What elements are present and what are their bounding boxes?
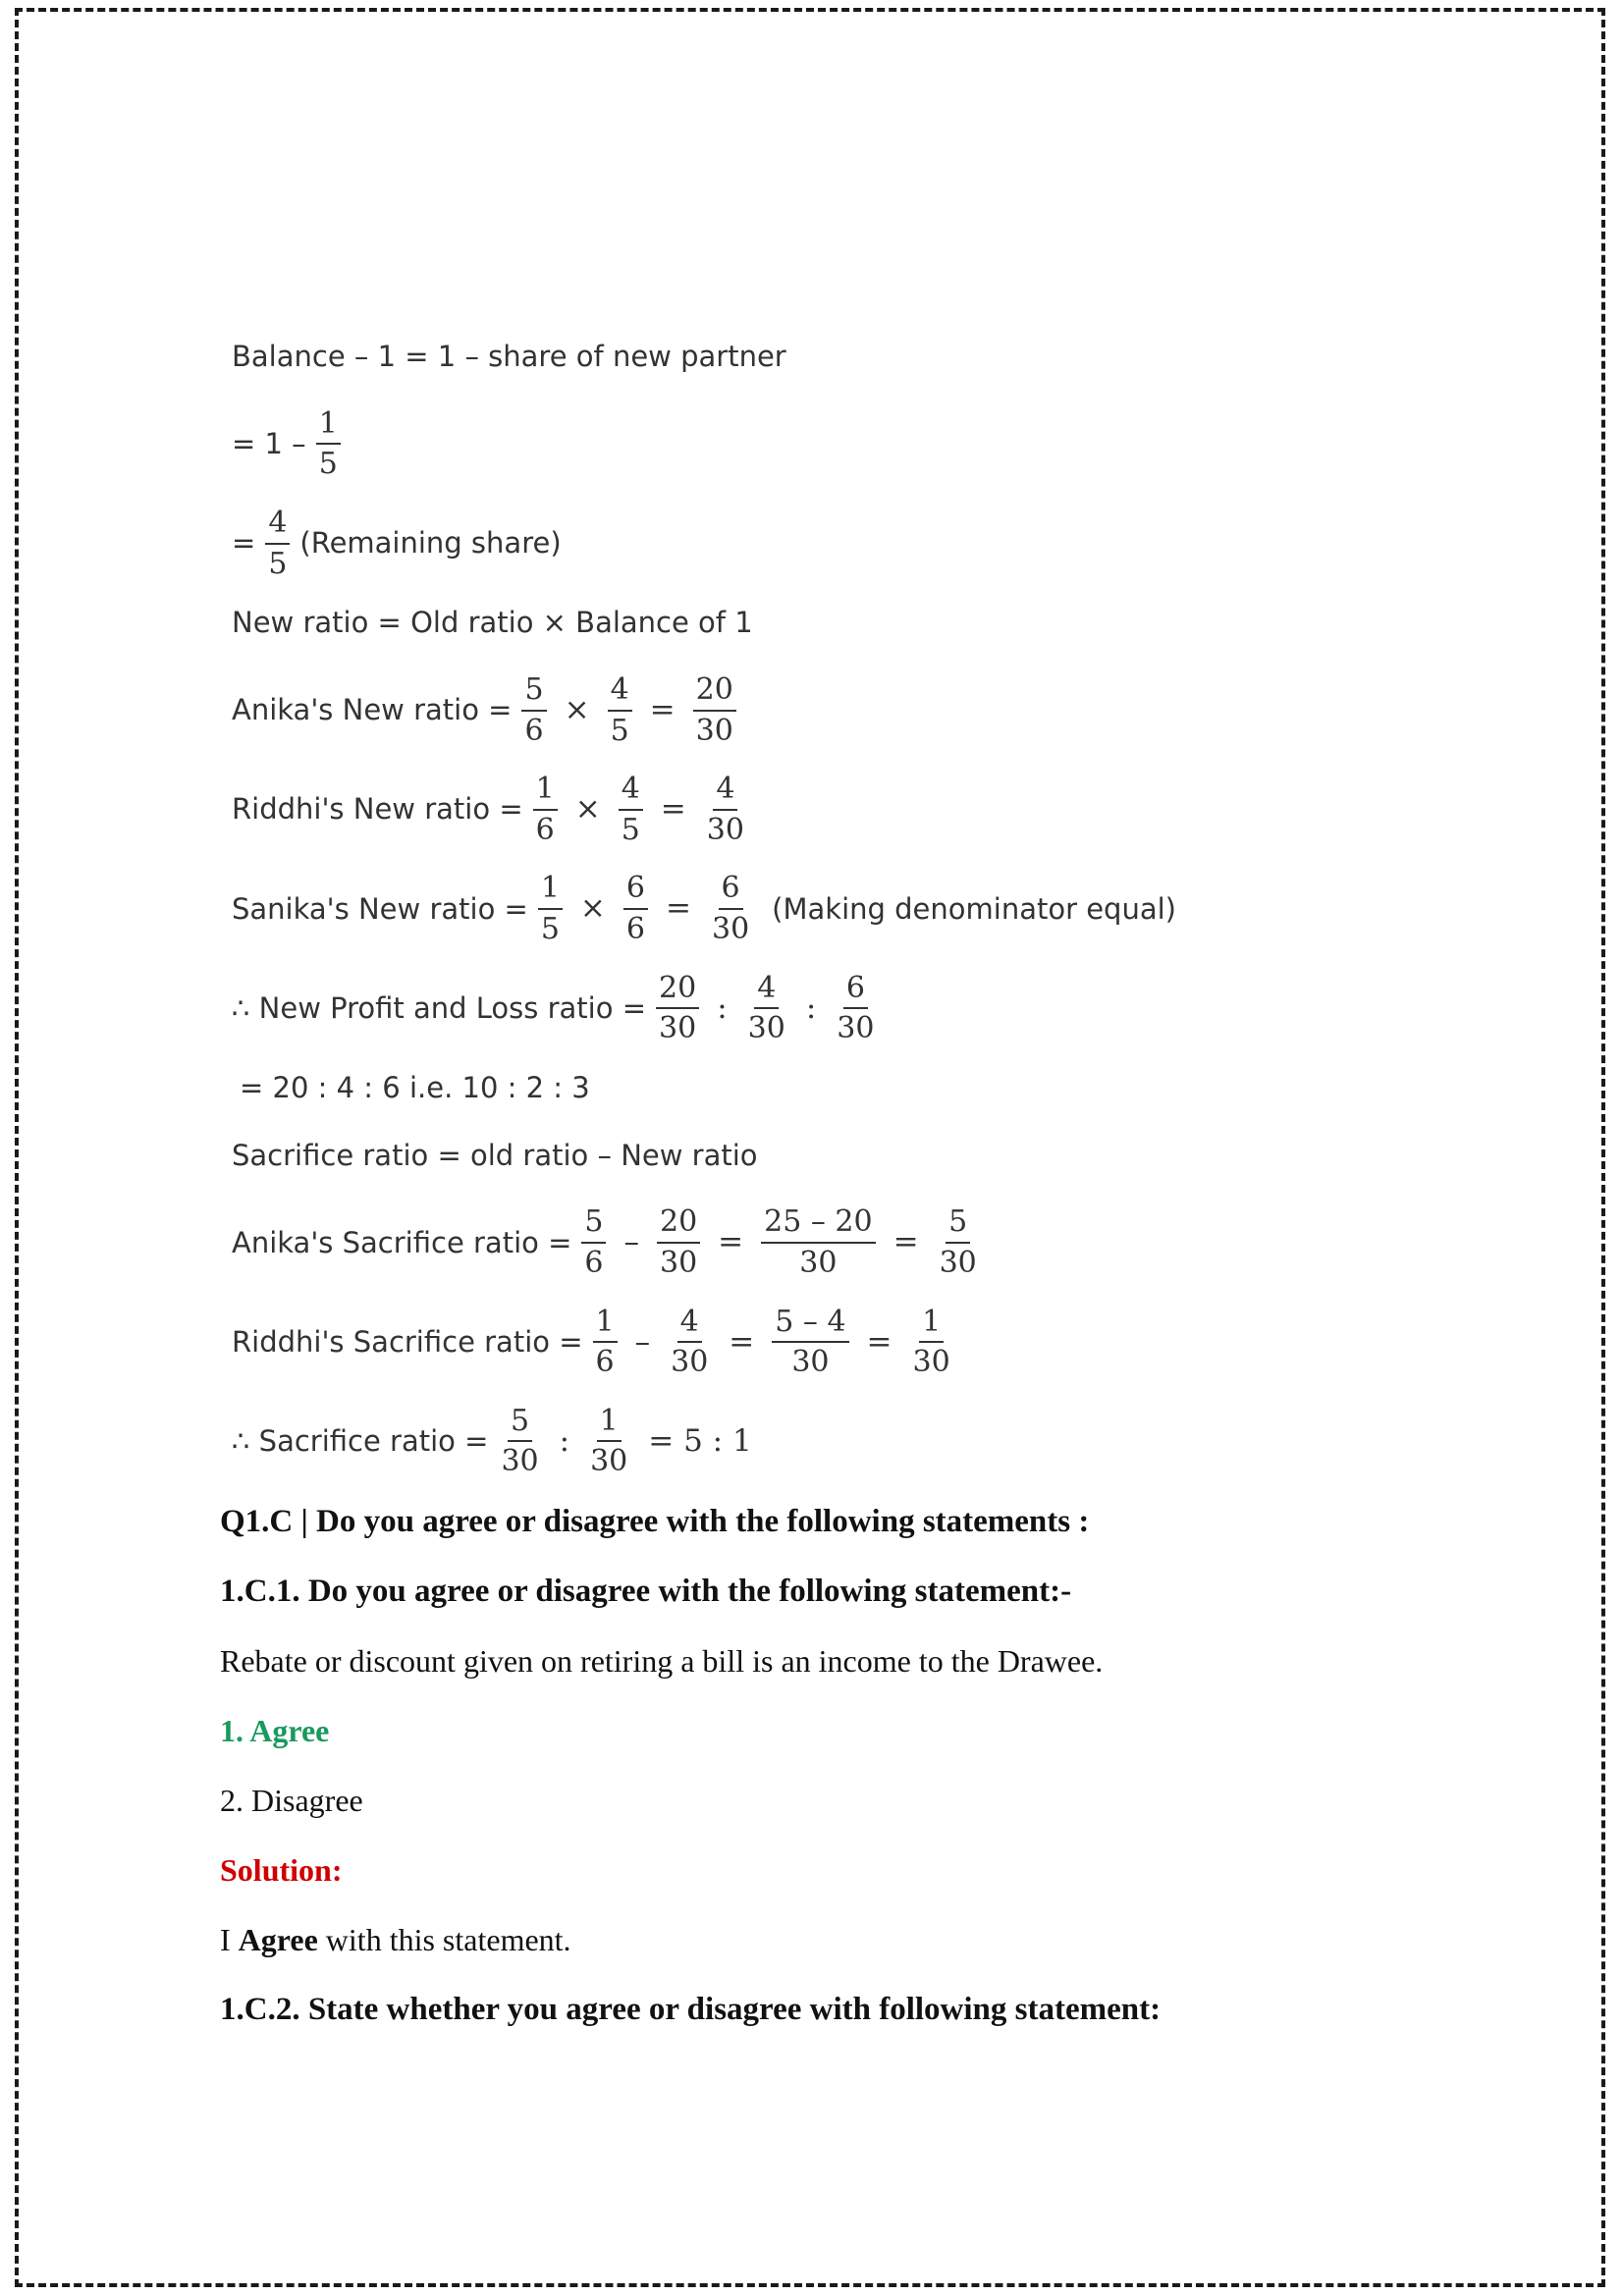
minus-sign: – [634, 1323, 651, 1360]
fraction [745, 972, 788, 1045]
numerator: 5 – 4 [772, 1306, 848, 1344]
fraction-result [693, 673, 736, 747]
option-agree: 1. Agree [220, 1712, 330, 1748]
fraction-new-partner-share [316, 407, 341, 481]
profit-loss-simplified: = 20 : 4 : 6 i.e. 10 : 2 : 3 [240, 1070, 590, 1104]
fraction-result [937, 1205, 980, 1279]
anika-new-ratio-line [232, 673, 1469, 747]
numerator: 4 [608, 673, 632, 712]
equals-sign: = [666, 890, 691, 927]
sacrifice-definition: Sacrifice ratio = old ratio – New ratio [232, 1138, 758, 1172]
anika-sacrifice-label: Anika's Sacrifice ratio = [232, 1225, 572, 1259]
denominator: 30 [912, 1345, 950, 1380]
balance-text: Balance – 1 = 1 – share of new partner [232, 340, 786, 373]
denominator: 30 [695, 713, 733, 748]
remaining-share-prefix: = [232, 526, 256, 561]
denominator: 30 [799, 1245, 838, 1280]
numerator: 1 [597, 1405, 622, 1443]
sacrifice-ratio-label: ∴ Sacrifice ratio = [232, 1423, 489, 1458]
fraction [656, 972, 699, 1045]
numerator: 4 [713, 773, 737, 811]
equals-sign: = [893, 1224, 919, 1260]
denominator: 30 [671, 1345, 709, 1380]
numerator: 4 [265, 507, 290, 545]
fraction-remaining-share [265, 507, 290, 580]
colon-sign: : [805, 989, 817, 1026]
sanika-new-ratio-label: Sanika's New ratio = [232, 891, 528, 926]
sanika-note: (Making denominator equal) [772, 891, 1176, 926]
option-disagree: 2. Disagree [220, 1782, 363, 1818]
times-sign: × [564, 691, 590, 727]
numerator: 6 [719, 872, 743, 910]
new-ratio-formula: New ratio = Old ratio × Balance of 1 [232, 606, 753, 640]
sacrifice-ratio-line [232, 1405, 1469, 1478]
balance-calc-prefix: = 1 – [232, 426, 306, 460]
fraction [619, 773, 643, 846]
denominator: 30 [939, 1245, 977, 1280]
denominator: 6 [535, 812, 555, 847]
profit-loss-simplified-line [232, 1071, 1469, 1105]
fraction-result [910, 1306, 953, 1379]
denominator: 5 [610, 713, 629, 748]
denominator: 30 [659, 1011, 697, 1046]
numerator: 6 [623, 872, 648, 910]
riddhi-new-ratio-line [232, 773, 1469, 846]
sacrifice-ratio-result: = 5 : 1 [648, 1422, 752, 1459]
solution-label: Solution: [220, 1851, 343, 1888]
numerator: 1 [593, 1306, 618, 1344]
numerator: 20 [657, 1205, 700, 1244]
numerator: 5 [581, 1205, 606, 1244]
answer-text [220, 1922, 1469, 1958]
balance-line [232, 340, 1469, 374]
denominator: 6 [584, 1245, 604, 1280]
numerator: 20 [656, 972, 699, 1010]
profit-loss-ratio-label: ∴ New Profit and Loss ratio = [232, 990, 646, 1025]
numerator: 4 [619, 773, 643, 811]
numerator: 1 [919, 1306, 944, 1344]
equals-sign: = [866, 1323, 893, 1360]
remaining-share-line [232, 507, 1469, 580]
numerator: 5 [946, 1205, 970, 1244]
equals-sign: = [718, 1224, 744, 1260]
denominator: 30 [706, 812, 744, 847]
numerator: 5 [508, 1405, 532, 1443]
times-sign: × [579, 890, 606, 927]
denominator: 30 [590, 1444, 628, 1479]
fraction [772, 1306, 848, 1379]
numerator: 20 [693, 673, 736, 712]
profit-loss-ratio-line [232, 972, 1469, 1045]
answer-prefix: I [220, 1921, 239, 1957]
denominator: 30 [747, 1011, 785, 1046]
numerator: 1 [316, 407, 341, 446]
numerator: 6 [843, 972, 868, 1010]
next-question-heading: 1.C.2. State whether you agree or disagree with following statement: [220, 1991, 1162, 2027]
answer-bold: Agree [238, 1921, 318, 1957]
numerator: 25 – 20 [761, 1205, 875, 1244]
fraction-result [709, 872, 752, 945]
equals-sign: = [649, 691, 676, 727]
denominator: 5 [268, 546, 288, 581]
fraction [668, 1306, 711, 1379]
denominator: 5 [540, 911, 560, 946]
fraction [521, 673, 546, 747]
denominator: 6 [524, 713, 544, 748]
numerator: 1 [538, 872, 563, 910]
denominator: 30 [659, 1245, 698, 1280]
fraction [657, 1205, 700, 1279]
fraction [623, 872, 648, 945]
fraction [538, 872, 563, 945]
balance-calc-line [232, 407, 1469, 481]
denominator: 30 [501, 1444, 539, 1479]
denominator: 30 [837, 1011, 875, 1046]
colon-sign: : [559, 1422, 570, 1459]
riddhi-sacrifice-label: Riddhi's Sacrifice ratio = [232, 1324, 583, 1359]
denominator: 30 [711, 911, 750, 946]
new-ratio-formula-line [232, 606, 1469, 640]
anika-sacrifice-line [232, 1205, 1469, 1279]
denominator: 30 [791, 1345, 830, 1380]
minus-sign: – [623, 1224, 639, 1260]
fraction [593, 1306, 618, 1379]
fraction [608, 673, 632, 747]
fraction [498, 1405, 541, 1478]
remaining-share-label: (Remaining share) [299, 526, 562, 561]
sub-question-heading: 1.C.1. Do you agree or disagree with the following statement:- [220, 1573, 1072, 1609]
fraction-result [704, 773, 747, 846]
numerator: 4 [754, 972, 779, 1010]
denominator: 5 [621, 812, 640, 847]
denominator: 5 [318, 447, 338, 482]
question-section [220, 1503, 1469, 2028]
numerator: 5 [521, 673, 546, 712]
denominator: 6 [595, 1345, 615, 1380]
numerator: 1 [533, 773, 558, 811]
equals-sign: = [660, 791, 686, 828]
sanika-new-ratio-line [232, 872, 1469, 945]
fraction [533, 773, 558, 846]
question-heading: Q1.C | Do you agree or disagree with the following statements : [220, 1503, 1090, 1539]
fraction [581, 1205, 606, 1279]
times-sign: × [574, 791, 601, 828]
equals-sign: = [729, 1323, 755, 1360]
document-content [220, 340, 1469, 2061]
sacrifice-definition-line [232, 1139, 1469, 1173]
anika-new-ratio-label: Anika's New ratio = [232, 693, 513, 727]
statement-text: Rebate or discount given on retiring a bill is an income to the Drawee. [220, 1642, 1104, 1679]
riddhi-new-ratio-label: Riddhi's New ratio = [232, 792, 523, 827]
riddhi-sacrifice-line [232, 1306, 1469, 1379]
answer-suffix: with this statement. [317, 1921, 571, 1957]
numerator: 4 [677, 1306, 702, 1344]
colon-sign: : [717, 989, 728, 1026]
fraction [761, 1205, 875, 1279]
fraction [587, 1405, 630, 1478]
denominator: 6 [625, 911, 645, 946]
fraction [834, 972, 877, 1045]
